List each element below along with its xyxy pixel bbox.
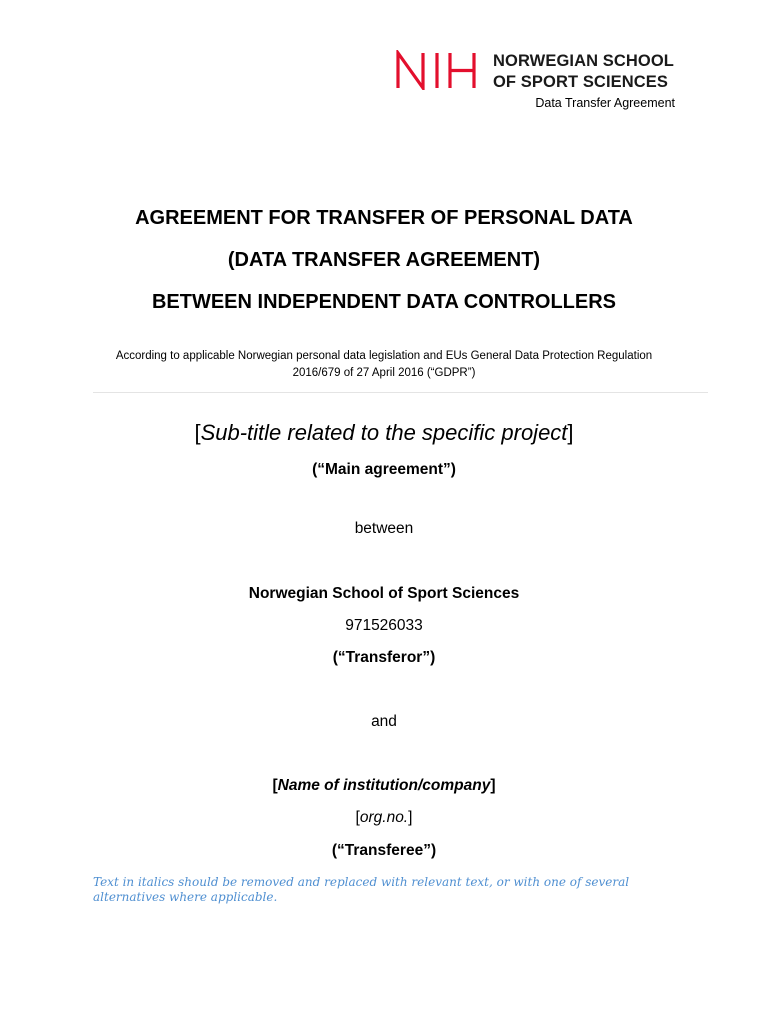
project-subtitle <box>0 420 768 446</box>
main-agreement-label: (“Main agreement”) <box>312 461 456 478</box>
subtitle-bracket-close: ] <box>567 420 574 445</box>
subtitle-bracket-open: [ <box>194 420 201 445</box>
document-header-label: Data Transfer Agreement <box>535 96 675 110</box>
horizontal-divider <box>93 392 708 393</box>
transferee-org-close: ] <box>408 809 413 826</box>
transferor-org-number: 971526033 <box>345 617 423 634</box>
subtitle-text: Sub-title related to the specific project <box>200 420 568 445</box>
legal-basis-line-1: According to applicable Norwegian personal data legislation and EUs General Data Protection Regulation <box>115 350 653 362</box>
title-line-3: BETWEEN INDEPENDENT DATA CONTROLLERS <box>151 291 617 313</box>
nih-logo-mark-icon <box>395 50 477 90</box>
transferee-name-placeholder: Name of institution/company <box>277 777 491 794</box>
transferee-org-number <box>0 809 768 827</box>
transferee-bracket-close: ] <box>490 777 496 794</box>
transferor-name: Norwegian School of Sport Sciences <box>248 585 520 602</box>
transferee-org-open: [ <box>355 809 360 826</box>
and-word: and <box>371 713 397 730</box>
logo-text-line1: NORWEGIAN SCHOOL <box>493 52 674 70</box>
between-word: between <box>354 520 414 537</box>
logo-text-line2: OF SPORT SCIENCES <box>493 73 668 91</box>
transferee-name <box>0 777 768 795</box>
nih-logo <box>395 50 685 90</box>
document-title <box>0 197 768 323</box>
legal-basis <box>93 348 675 382</box>
title-line-1: AGREEMENT FOR TRANSFER OF PERSONAL DATA <box>135 207 633 229</box>
transferor-role: (“Transferor”) <box>332 649 436 666</box>
legal-basis-line-2: 2016/679 of 27 April 2016 (“GDPR”) <box>292 367 476 379</box>
title-line-2: (DATA TRANSFER AGREEMENT) <box>227 249 541 271</box>
transferee-role: (“Transferee”) <box>331 842 437 859</box>
transferee-org-placeholder: org.no. <box>359 809 409 826</box>
instruction-note: Text in italics should be removed and replaced with relevant text, or with one of several alternatives where applicable. <box>93 875 630 904</box>
transferee-bracket-open: [ <box>272 777 278 794</box>
